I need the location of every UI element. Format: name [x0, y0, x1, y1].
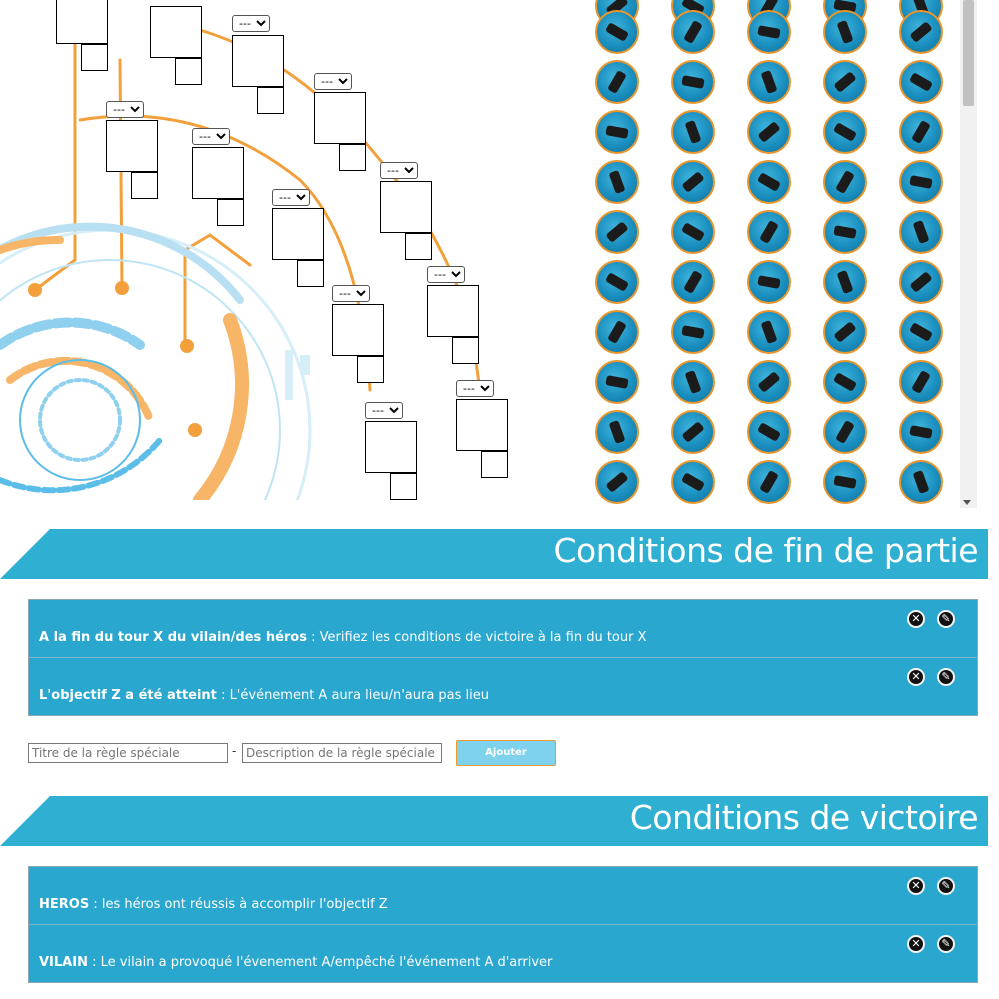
gadget-icon[interactable] [747, 260, 791, 304]
victory-conditions-banner [0, 796, 988, 846]
end-conditions-banner [0, 529, 988, 579]
card-box[interactable] [106, 120, 158, 172]
items-panel [588, 0, 960, 508]
token-box[interactable] [81, 44, 108, 71]
gadget-shape [683, 270, 703, 294]
gadget-icon[interactable] [595, 60, 639, 104]
gadget-shape [685, 120, 702, 144]
rule-item [29, 867, 977, 925]
slot-select[interactable] [365, 402, 403, 419]
gadget-icon[interactable] [671, 260, 715, 304]
gadget-shape [833, 372, 857, 392]
token-box[interactable] [357, 356, 384, 383]
card-box[interactable] [380, 181, 432, 233]
token-box[interactable] [452, 337, 479, 364]
rule-name: A la fin du tour X du vilain/des héros [39, 630, 307, 645]
edit-icon[interactable]: ✎ [937, 610, 955, 628]
gadget-icon[interactable] [595, 110, 639, 154]
section-title: Conditions de fin de partie [553, 531, 978, 570]
gadget-icon[interactable] [899, 10, 943, 54]
token-box[interactable] [175, 58, 202, 85]
add-rule-form [28, 740, 588, 766]
gadget-shape [913, 220, 930, 244]
section-title: Conditions de victoire [629, 798, 978, 837]
gadget-icon[interactable] [671, 60, 715, 104]
gadget-icon[interactable] [595, 360, 639, 404]
items-scrollbar[interactable] [960, 0, 977, 508]
end-conditions-list [28, 599, 978, 716]
gadget-shape [833, 122, 857, 142]
gadget-shape [683, 20, 703, 44]
rule-separator: : [87, 955, 101, 970]
scroll-down-icon[interactable] [963, 500, 971, 505]
gadget-shape [909, 175, 932, 189]
gadget-icon[interactable] [747, 410, 791, 454]
delete-icon[interactable]: ✕ [907, 935, 925, 953]
rule-item [29, 600, 977, 658]
gadget-shape [909, 72, 933, 92]
rule-item [29, 925, 977, 982]
gadget-shape [757, 422, 781, 442]
rule-separator: : [89, 897, 102, 912]
gadget-shape [833, 321, 856, 343]
gadget-icon[interactable] [747, 210, 791, 254]
rule-text [39, 630, 647, 645]
token-box[interactable] [339, 144, 366, 171]
delete-icon[interactable]: ✕ [907, 668, 925, 686]
card-box[interactable] [150, 6, 202, 58]
gadget-shape [757, 121, 780, 143]
gadget-icon[interactable] [747, 160, 791, 204]
gadget-icon[interactable] [671, 410, 715, 454]
gadget-icon[interactable] [823, 10, 867, 54]
gadget-shape [605, 221, 628, 243]
edit-icon[interactable]: ✎ [937, 935, 955, 953]
gadget-shape [837, 270, 854, 294]
gadget-shape [681, 171, 704, 193]
card-box[interactable] [427, 285, 479, 337]
gadget-icon[interactable] [823, 210, 867, 254]
gadget-icon[interactable] [595, 410, 639, 454]
gadget-icon[interactable] [823, 60, 867, 104]
gadget-shape [605, 375, 628, 389]
gadget-shape [761, 320, 778, 344]
delete-icon[interactable]: ✕ [907, 877, 925, 895]
gadget-shape [607, 70, 627, 94]
rule-text [39, 688, 489, 703]
gadget-icon[interactable] [671, 10, 715, 54]
rule-name: VILAIN [39, 955, 88, 970]
gadget-shape [837, 20, 854, 44]
edit-icon[interactable]: ✎ [937, 668, 955, 686]
gadget-shape [757, 275, 780, 289]
gadget-shape [909, 425, 932, 439]
gadget-icon[interactable] [595, 310, 639, 354]
rule-name: L'objectif Z a été atteint [39, 688, 217, 703]
gadget-shape [757, 172, 781, 192]
card-box[interactable] [232, 35, 284, 87]
gadget-shape [909, 271, 932, 293]
gadget-shape [909, 322, 933, 342]
gadget-shape [607, 320, 627, 344]
gadget-shape [681, 325, 704, 339]
gadget-icon[interactable] [899, 460, 943, 504]
rule-desc: L'événement A aura lieu/n'aura pas lieu [229, 688, 489, 703]
gadget-icon[interactable] [899, 60, 943, 104]
scroll-thumb[interactable] [963, 0, 974, 106]
gadget-icon[interactable] [671, 210, 715, 254]
gadget-shape [835, 170, 855, 194]
gadget-shape [609, 170, 626, 194]
gadget-icon[interactable] [747, 10, 791, 54]
gadget-icon[interactable] [595, 10, 639, 54]
rule-desc-input[interactable] [242, 743, 442, 763]
gadget-shape [759, 470, 779, 494]
gadget-icon[interactable] [671, 360, 715, 404]
gadget-icon[interactable] [899, 210, 943, 254]
gadget-icon[interactable] [747, 60, 791, 104]
gadget-shape [911, 370, 931, 394]
gadget-shape [681, 421, 704, 443]
rule-item [29, 658, 977, 715]
gadget-icon[interactable] [899, 110, 943, 154]
gadget-shape [757, 371, 780, 393]
game-board [0, 0, 560, 500]
gadget-icon[interactable] [899, 160, 943, 204]
gadget-icon[interactable] [595, 460, 639, 504]
gadget-icon[interactable] [671, 110, 715, 154]
gadget-icon[interactable] [823, 260, 867, 304]
gadget-icon[interactable] [671, 160, 715, 204]
gadget-icon[interactable] [671, 460, 715, 504]
gadget-shape [605, 471, 628, 493]
card-box[interactable] [192, 147, 244, 199]
gadget-shape [605, 22, 629, 42]
gadget-shape [681, 472, 705, 492]
slot-select[interactable] [192, 128, 230, 145]
gadget-icon[interactable] [823, 360, 867, 404]
gadget-icon[interactable] [747, 460, 791, 504]
gadget-icon[interactable] [899, 260, 943, 304]
rule-title-input[interactable] [28, 743, 228, 763]
card-box[interactable] [314, 92, 366, 144]
gadget-icon[interactable] [747, 110, 791, 154]
gadget-icon[interactable] [747, 310, 791, 354]
gadget-shape [909, 21, 932, 43]
rule-desc: Le vilain a provoqué l'évenement A/empêché l'événement A d'arriver [100, 955, 553, 970]
slot-select[interactable] [106, 101, 144, 118]
rule-text [39, 955, 552, 970]
add-rule-button[interactable]: Ajouter [456, 740, 556, 766]
slot-select[interactable] [427, 266, 465, 283]
gadget-icon[interactable] [595, 260, 639, 304]
card-box[interactable] [332, 304, 384, 356]
gadget-shape [609, 420, 626, 444]
token-box[interactable] [405, 233, 432, 260]
card-box[interactable] [456, 399, 508, 451]
gadget-shape [757, 25, 780, 39]
gadget-shape [605, 272, 629, 292]
gadget-shape [833, 475, 856, 489]
gadget-shape [759, 220, 779, 244]
gadget-shape [833, 225, 856, 239]
token-box[interactable] [481, 451, 508, 478]
slot-select[interactable] [314, 73, 352, 90]
card-box[interactable] [272, 208, 324, 260]
card-box[interactable] [56, 0, 108, 44]
gadget-shape [681, 75, 704, 89]
rule-text [39, 897, 388, 912]
gadget-icon[interactable] [899, 360, 943, 404]
gadget-icon[interactable] [595, 210, 639, 254]
gadget-shape [835, 420, 855, 444]
gadget-shape [761, 70, 778, 94]
gadget-icon[interactable] [823, 160, 867, 204]
slot-select[interactable] [380, 162, 418, 179]
token-box[interactable] [390, 473, 417, 500]
rule-separator: : [306, 630, 320, 645]
card-box[interactable] [365, 421, 417, 473]
edit-icon[interactable]: ✎ [937, 877, 955, 895]
rule-desc: les héros ont réussis à accomplir l'objectif Z [101, 897, 388, 912]
gadget-icon[interactable] [823, 110, 867, 154]
form-dash: - [232, 744, 237, 758]
gadget-shape [605, 125, 628, 139]
gadget-icon[interactable] [823, 460, 867, 504]
gadget-icon[interactable] [823, 410, 867, 454]
delete-icon[interactable]: ✕ [907, 610, 925, 628]
slot-select[interactable] [272, 189, 310, 206]
token-box[interactable] [131, 172, 158, 199]
gadget-shape [681, 222, 705, 242]
gadget-icon[interactable] [747, 360, 791, 404]
token-box[interactable] [257, 87, 284, 114]
victory-conditions-list [28, 866, 978, 983]
rule-separator: : [216, 688, 230, 703]
slot-select[interactable] [232, 15, 270, 32]
slot-select[interactable] [332, 285, 370, 302]
gadget-icon[interactable] [899, 310, 943, 354]
slot-select[interactable] [456, 380, 494, 397]
gadget-icon[interactable] [595, 160, 639, 204]
gadget-icon[interactable] [899, 410, 943, 454]
gadget-shape [833, 71, 856, 93]
gadget-shape [685, 370, 702, 394]
rule-name: HEROS [39, 897, 90, 912]
token-box[interactable] [217, 199, 244, 226]
gadget-icon[interactable] [823, 310, 867, 354]
rule-desc: Verifiez les conditions de victoire à la fin du tour X [319, 630, 647, 645]
gadget-shape [913, 470, 930, 494]
token-box[interactable] [297, 260, 324, 287]
gadget-shape [911, 120, 931, 144]
gadget-icon[interactable] [671, 310, 715, 354]
